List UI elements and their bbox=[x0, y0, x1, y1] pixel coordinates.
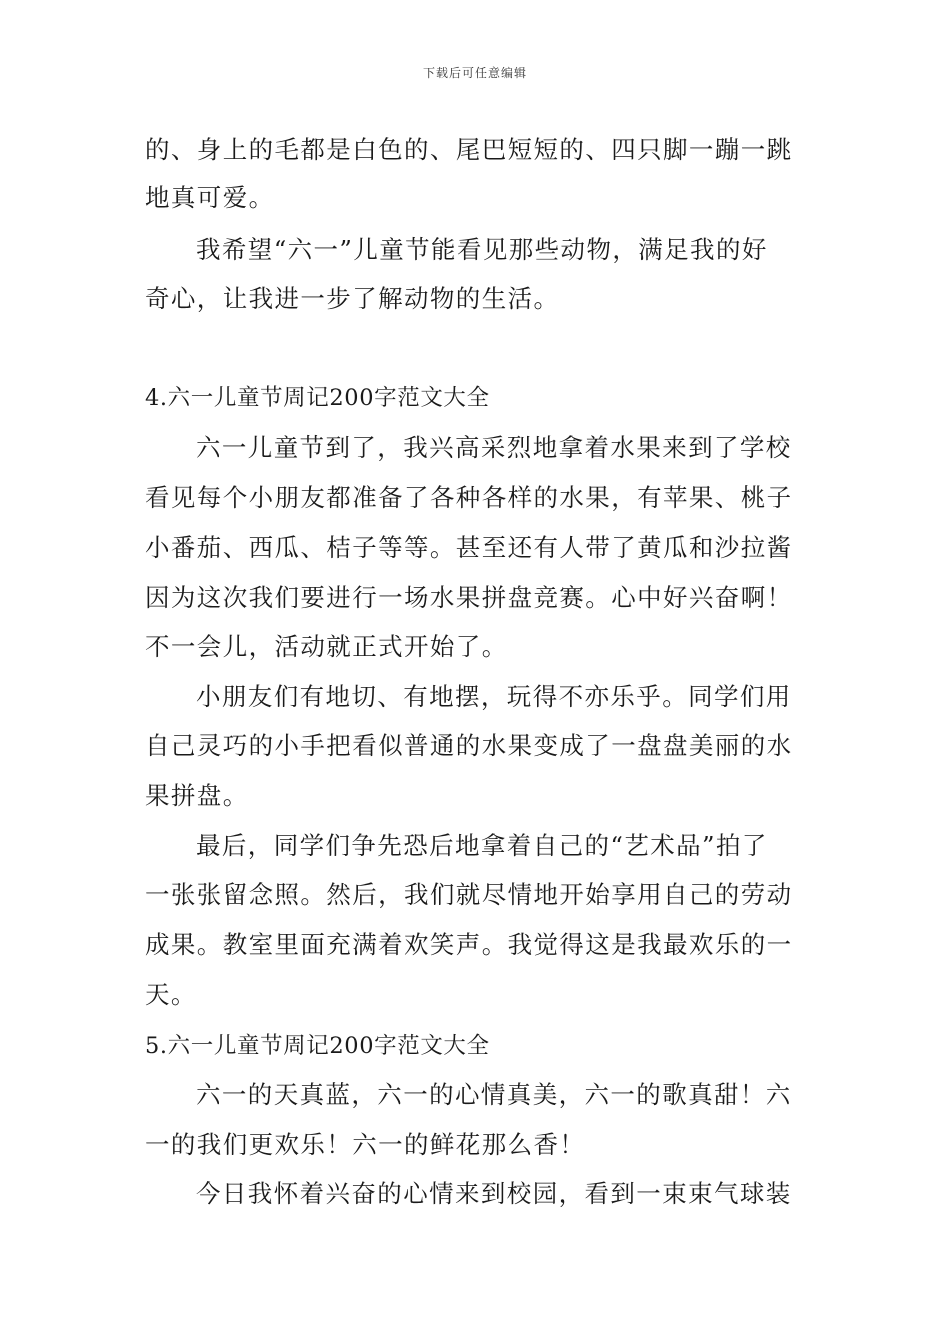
paragraph-line: 地真可爱。 bbox=[145, 183, 275, 212]
page-header: 下载后可任意编辑 bbox=[422, 66, 527, 80]
paragraph-line: 六一的天真蓝，六一的心情真美，六一的歌真甜！六 bbox=[196, 1080, 792, 1109]
paragraph-line: 看见每个小朋友都准备了各种各样的水果，有苹果、桃子 bbox=[145, 483, 793, 512]
paragraph-line: 自己灵巧的小手把看似普通的水果变成了一盘盘美丽的水 bbox=[145, 731, 793, 760]
paragraph-line: 成果。教室里面充满着欢笑声。我觉得这是我最欢乐的一 bbox=[145, 930, 793, 959]
paragraph-line: 因为这次我们要进行一场水果拼盘竞赛。心中好兴奋啊！ bbox=[145, 583, 793, 612]
paragraph-line: 的、身上的毛都是白色的、尾巴短短的、四只脚一蹦一跳 bbox=[145, 135, 793, 164]
paragraph-line: 最后，同学们争先恐后地拿着自己的“艺术品”拍了 bbox=[196, 831, 768, 860]
paragraph-line: 果拼盘。 bbox=[145, 781, 249, 810]
paragraph-line: 一的我们更欢乐！六一的鲜花那么香！ bbox=[145, 1130, 586, 1159]
paragraph-line: 六一儿童节到了，我兴高采烈地拿着水果来到了学校 bbox=[196, 433, 792, 462]
paragraph-line: 一张张留念照。然后，我们就尽情地开始享用自己的劳动 bbox=[145, 880, 793, 909]
section-heading: 5.六一儿童节周记200字范文大全 bbox=[145, 1033, 490, 1059]
paragraph-line: 不一会儿，活动就正式开始了。 bbox=[145, 632, 508, 661]
paragraph-line: 小朋友们有地切、有地摆，玩得不亦乐乎。同学们用 bbox=[196, 682, 792, 711]
paragraph-line: 奇心，让我进一步了解动物的生活。 bbox=[145, 284, 560, 313]
paragraph-line: 天。 bbox=[145, 980, 197, 1009]
paragraph-line: 今日我怀着兴奋的心情来到校园，看到一束束气球装 bbox=[196, 1179, 792, 1208]
paragraph-line: 小番茄、西瓜、桔子等等。甚至还有人带了黄瓜和沙拉酱 bbox=[145, 533, 793, 562]
paragraph-line: 我希望“六一”儿童节能看见那些动物，满足我的好 bbox=[196, 235, 768, 264]
section-heading: 4.六一儿童节周记200字范文大全 bbox=[145, 385, 490, 411]
